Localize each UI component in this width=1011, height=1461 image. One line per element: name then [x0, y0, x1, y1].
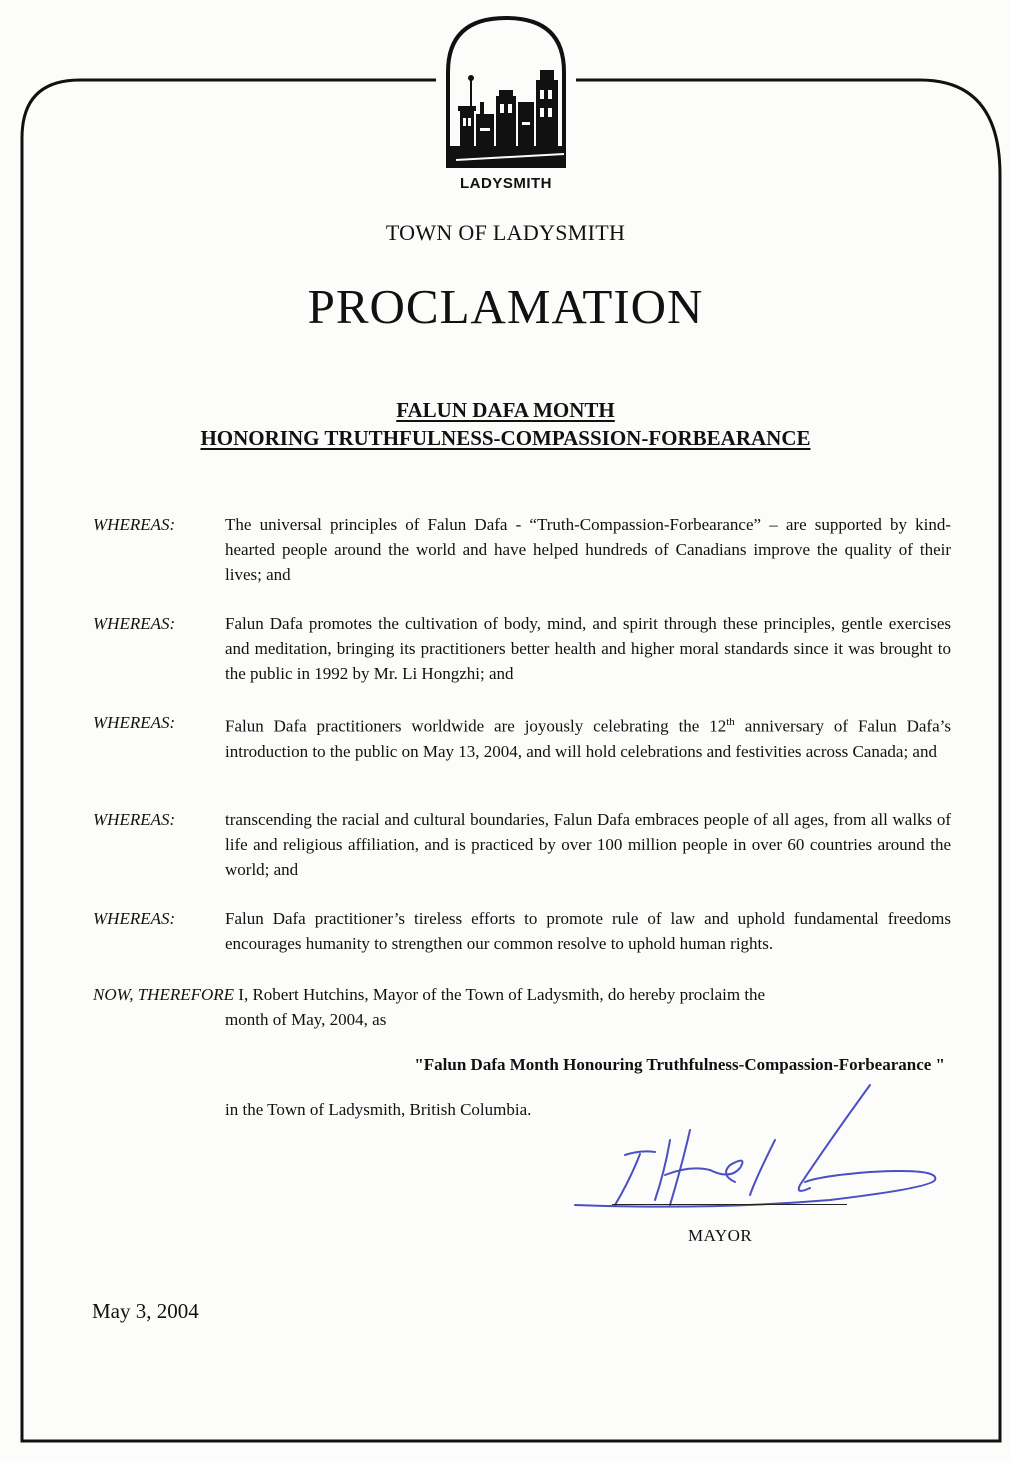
clause-label: WHEREAS: — [93, 909, 176, 928]
clause-label: WHEREAS: — [93, 614, 176, 633]
clause-text: Falun Dafa promotes the cultivation of body, mind, and spirit through these principles, gentle exercises and meditation, bringing its practitioners better health and higher moral standards since it was brought to the public in 1992 by Mr. Li Hongzhi; and — [225, 614, 951, 683]
document-title: PROCLAMATION — [307, 279, 704, 334]
clause-text: transcending the racial and cultural boundaries, Falun Dafa embraces people of all ages, from all walks of life and religious affiliation, and is practiced by over 100 million people in over 60 countries around the world; and — [225, 810, 951, 879]
mayor-signature — [570, 1080, 950, 1220]
proclamation-statement — [93, 982, 953, 1029]
proclaim-line-2: month of May, 2004, as — [225, 1010, 387, 1029]
clause-text: Falun Dafa practitioner’s tireless efforts to promote rule of law and uphold fundamental freedoms encourages humanity to strengthen our common resolve to uphold human rights. — [225, 909, 951, 953]
clause-label: WHEREAS: — [93, 713, 176, 732]
town-name: TOWN OF LADYSMITH — [385, 220, 626, 245]
town-logo — [436, 10, 576, 195]
clause-text: Falun Dafa practitioners worldwide are joyously celebrating the 12th anniversary of Falun Dafa’s introduction to the public on May 13, 2004, and will hold celebrations and festivities across Canada; and — [225, 716, 951, 761]
now-therefore-label: NOW, THEREFORE — [93, 985, 235, 1004]
signature-line — [612, 1204, 847, 1205]
proclaim-location: in the Town of Ladysmith, British Columbia. — [225, 1100, 532, 1119]
town-skyline-emblem — [436, 10, 576, 175]
proclaimed-title: "Falun Dafa Month Honouring Truthfulness-Compassion-Forbearance " — [414, 1055, 945, 1074]
logo-wordmark: LADYSMITH — [460, 175, 552, 192]
proclaim-line-1: I, Robert Hutchins, Mayor of the Town of Ladysmith, do hereby proclaim the — [234, 985, 766, 1004]
clause-text: The universal principles of Falun Dafa - “Truth-Compassion-Forbearance” – are supported by kind-hearted people around the world and have helped hundreds of Canadians improve the quality of their lives; and — [225, 515, 951, 584]
proclamation-date: May 3, 2004 — [92, 1299, 199, 1323]
clause-label: WHEREAS: — [93, 515, 176, 534]
proclamation-heading: FALUN DAFA MONTH — [396, 398, 615, 422]
signatory-title: MAYOR — [688, 1226, 753, 1245]
proclamation-subheading: HONORING TRUTHFULNESS-COMPASSION-FORBEARANCE — [200, 426, 811, 450]
clause-label: WHEREAS: — [93, 810, 176, 829]
